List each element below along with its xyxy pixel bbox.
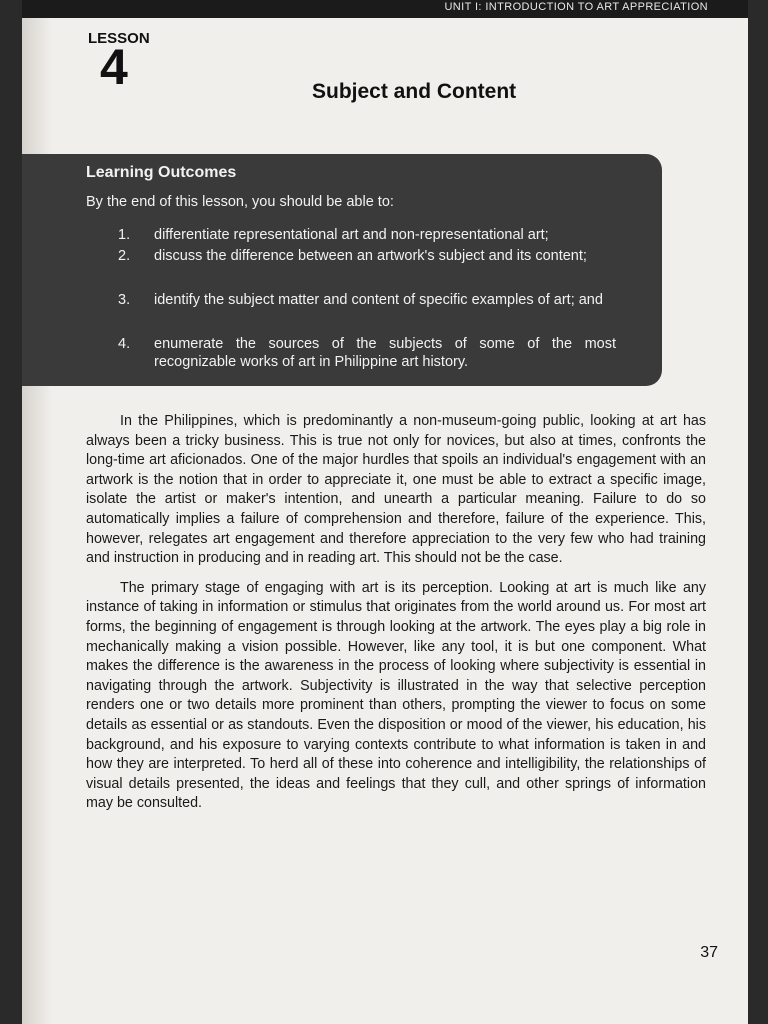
unit-header-bar <box>22 0 748 18</box>
outcome-number: 4. <box>118 336 131 352</box>
outcome-number: 1. <box>118 227 131 243</box>
lesson-label: LESSON <box>88 30 150 47</box>
book-page <box>22 0 748 1024</box>
learning-outcomes-heading: Learning Outcomes <box>86 164 237 181</box>
lesson-number: 4 <box>100 39 128 95</box>
outcome-number: 3. <box>118 292 131 308</box>
outcome-text: discuss the difference between an artwork's subject and its content; <box>154 248 587 264</box>
outcome-text: differentiate representational art and non-representational art; <box>154 227 549 243</box>
body-paragraph: In the Philippines, which is predominantly a non-museum-going public, looking at art has always been a tricky business. This is true not only for novices, but also at times, confronts the long-time art aficionados. One of the major hurdles that spoils an individual's engagement with an artwork is the notion that in order to appreciate it, one must be able to extract a specific image, isolate the artist or maker's intention, and unearth a particular meaning. Failure to do so automatically implies a failure of comprehension and therefore, failure of the experience. This, however, relegates art engagement and therefore appreciation to the very few who had training and instruction in producing and in reading art. This should not be the case. <box>86 413 706 567</box>
unit-label: UNIT I: INTRODUCTION TO ART APPRECIATION <box>444 1 708 13</box>
page-number: 37 <box>700 944 718 961</box>
outcome-text: enumerate the sources of the subjects of some of the most recognizable works of art in Philippine art history. <box>154 336 616 370</box>
outcome-number: 2. <box>118 248 131 264</box>
page-title: Subject and Content <box>312 80 517 103</box>
body-paragraph: The primary stage of engaging with art is its perception. Looking at art is much like any instance of taking in information or stimulus that originates from the world around us. For most art forms, the beginning of engagement is through looking at the artwork. The eyes play a big role in mechanically making a vision possible. However, like any tool, it is but one component. What makes the difference is the awareness in the process of looking where subjectivity is essential in navigating through the artwork. Subjectivity is illustrated in the way that selective perception renders one or two details more prominent than others, prompting the viewer to focus on some details as essential or as standouts. Even the disposition or mood of the viewer, his education, his background, and his exposure to varying contexts contribute to what information is taken in and how they are interpreted. To herd all of these into coherence and intelligibility, the relationships of visual details presented, the ideas and feelings that they cull, and other springs of information may be consulted. <box>86 579 706 812</box>
outcome-text: identify the subject matter and content of specific examples of art; and <box>154 292 603 308</box>
body-text <box>86 412 706 824</box>
learning-outcomes-intro: By the end of this lesson, you should be able to: <box>86 194 394 210</box>
learning-outcomes-box <box>22 154 662 386</box>
